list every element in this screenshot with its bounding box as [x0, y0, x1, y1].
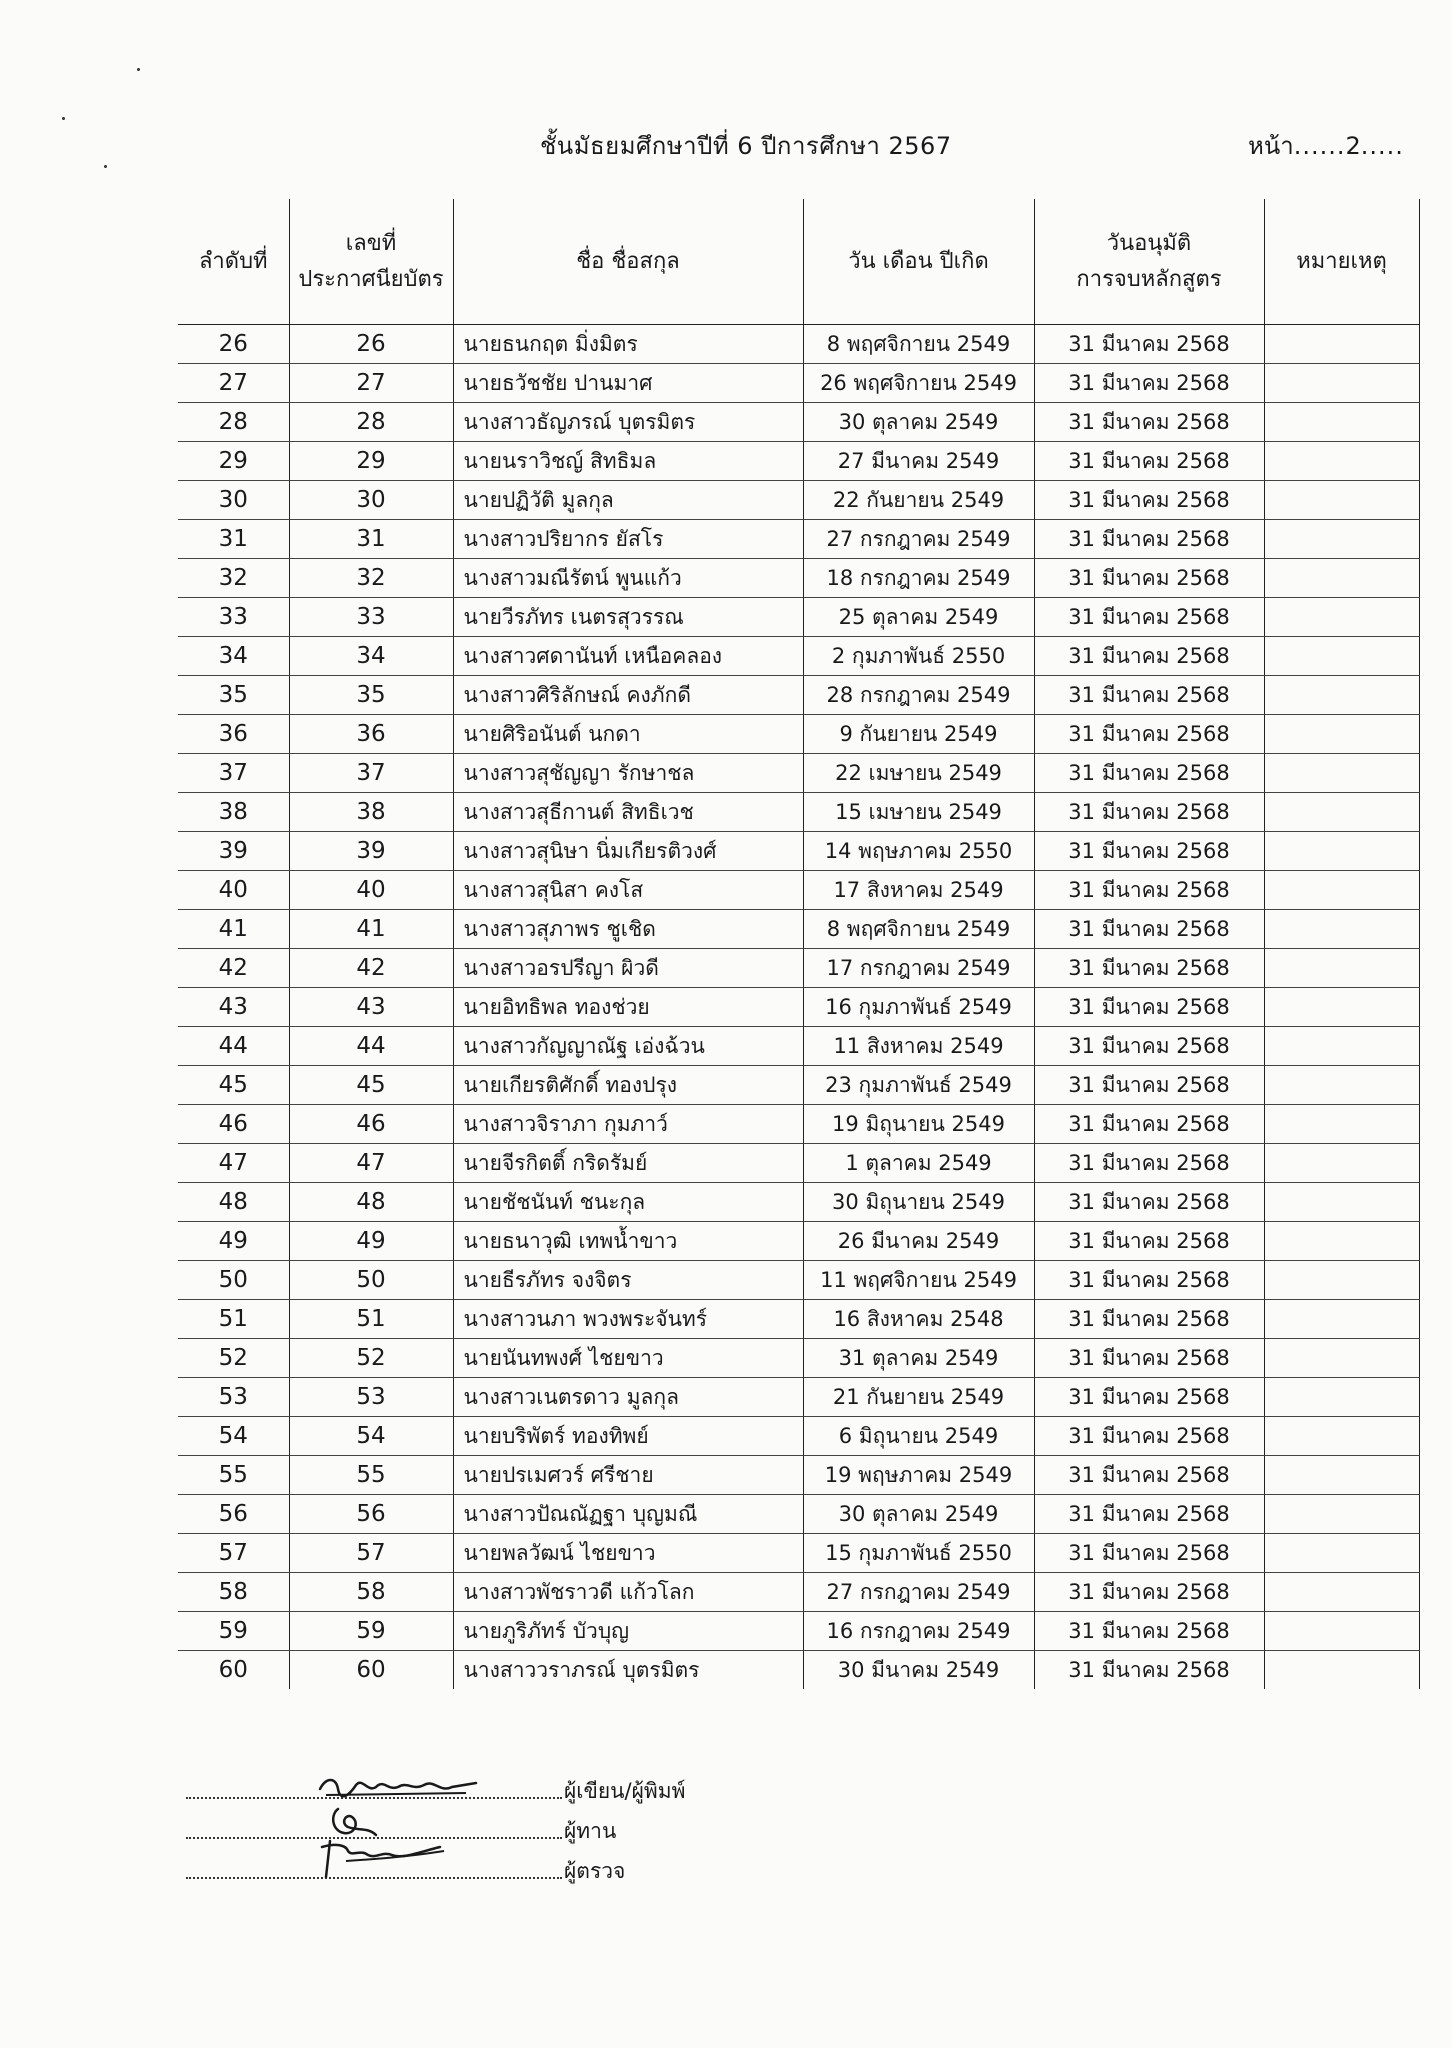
- row-name: นายนราวิชญ์ สิทธิมล: [453, 442, 803, 481]
- row-approval-date: 31 มีนาคม 2568: [1034, 598, 1264, 637]
- row-certificate-no: 54: [289, 1417, 453, 1456]
- row-birthdate: 11 สิงหาคม 2549: [803, 1027, 1034, 1066]
- writer-signature: [316, 1767, 486, 1803]
- table-row: [178, 637, 1419, 676]
- row-name: นางสาวกัญญาณัฐ เอ่งฉ้วน: [453, 1027, 803, 1066]
- signature-line-writer: [186, 1775, 746, 1815]
- row-remarks: [1264, 1339, 1419, 1378]
- table-row: [178, 442, 1419, 481]
- row-name: นางสาวปัณณัฏฐา บุญมณี: [453, 1495, 803, 1534]
- table-row: [178, 676, 1419, 715]
- table-row: [178, 520, 1419, 559]
- row-birthdate: 2 กุมภาพันธ์ 2550: [803, 637, 1034, 676]
- row-remarks: [1264, 1027, 1419, 1066]
- row-order: 45: [178, 1066, 289, 1105]
- row-name: นางสาวนภา พวงพระจันทร์: [453, 1300, 803, 1339]
- row-birthdate: 18 กรกฎาคม 2549: [803, 559, 1034, 598]
- table-row: [178, 1573, 1419, 1612]
- table-row: [178, 1417, 1419, 1456]
- row-order: 30: [178, 481, 289, 520]
- row-birthdate: 26 พฤศจิกายน 2549: [803, 364, 1034, 403]
- row-approval-date: 31 มีนาคม 2568: [1034, 1183, 1264, 1222]
- table-row: [178, 1456, 1419, 1495]
- page-label: หน้า: [1248, 132, 1294, 160]
- row-certificate-no: 29: [289, 442, 453, 481]
- row-order: 56: [178, 1495, 289, 1534]
- row-birthdate: 8 พฤศจิกายน 2549: [803, 325, 1034, 364]
- row-order: 40: [178, 871, 289, 910]
- row-name: นายธวัชชัย ปานมาศ: [453, 364, 803, 403]
- row-name: นายธนกฤต มิ่งมิตร: [453, 325, 803, 364]
- row-remarks: [1264, 715, 1419, 754]
- row-approval-date: 31 มีนาคม 2568: [1034, 1261, 1264, 1300]
- row-remarks: [1264, 988, 1419, 1027]
- page-number: 2: [1345, 132, 1361, 160]
- table-row: [178, 1105, 1419, 1144]
- row-approval-date: 31 มีนาคม 2568: [1034, 1417, 1264, 1456]
- row-birthdate: 26 มีนาคม 2549: [803, 1222, 1034, 1261]
- row-remarks: [1264, 1651, 1419, 1690]
- row-birthdate: 25 ตุลาคม 2549: [803, 598, 1034, 637]
- column-header-certificate-no: เลขที่ ประกาศนียบัตร: [289, 199, 453, 325]
- scan-speck: [137, 68, 140, 71]
- row-certificate-no: 42: [289, 949, 453, 988]
- row-approval-date: 31 มีนาคม 2568: [1034, 988, 1264, 1027]
- row-certificate-no: 43: [289, 988, 453, 1027]
- table-row: [178, 364, 1419, 403]
- row-order: 54: [178, 1417, 289, 1456]
- row-order: 39: [178, 832, 289, 871]
- table-row: [178, 832, 1419, 871]
- row-certificate-no: 58: [289, 1573, 453, 1612]
- row-birthdate: 8 พฤศจิกายน 2549: [803, 910, 1034, 949]
- row-name: นางสาวสุธีกานต์ สิทธิเวช: [453, 793, 803, 832]
- row-birthdate: 22 เมษายน 2549: [803, 754, 1034, 793]
- row-remarks: [1264, 1534, 1419, 1573]
- row-certificate-no: 41: [289, 910, 453, 949]
- row-certificate-no: 56: [289, 1495, 453, 1534]
- row-certificate-no: 27: [289, 364, 453, 403]
- graduates-table: [178, 199, 1420, 1689]
- table-row: [178, 715, 1419, 754]
- table-row: [178, 1651, 1419, 1690]
- row-approval-date: 31 มีนาคม 2568: [1034, 1651, 1264, 1690]
- row-approval-date: 31 มีนาคม 2568: [1034, 949, 1264, 988]
- row-remarks: [1264, 520, 1419, 559]
- row-certificate-no: 46: [289, 1105, 453, 1144]
- row-name: นายศิริอนันต์ นกดา: [453, 715, 803, 754]
- table-row: [178, 403, 1419, 442]
- row-remarks: [1264, 1495, 1419, 1534]
- table-row: [178, 1534, 1419, 1573]
- table-row: [178, 1066, 1419, 1105]
- row-approval-date: 31 มีนาคม 2568: [1034, 1456, 1264, 1495]
- row-certificate-no: 59: [289, 1612, 453, 1651]
- table-row: [178, 949, 1419, 988]
- row-name: นางสาวปริยากร ยัสโร: [453, 520, 803, 559]
- row-name: นายบริพัตร์ ทองทิพย์: [453, 1417, 803, 1456]
- row-remarks: [1264, 1066, 1419, 1105]
- row-approval-date: 31 มีนาคม 2568: [1034, 481, 1264, 520]
- row-approval-date: 31 มีนาคม 2568: [1034, 1066, 1264, 1105]
- row-remarks: [1264, 1300, 1419, 1339]
- row-birthdate: 15 เมษายน 2549: [803, 793, 1034, 832]
- scan-speck: [62, 117, 65, 120]
- row-approval-date: 31 มีนาคม 2568: [1034, 910, 1264, 949]
- row-remarks: [1264, 1612, 1419, 1651]
- row-birthdate: 16 สิงหาคม 2548: [803, 1300, 1034, 1339]
- row-name: นางสาวมณีรัตน์ พูนแก้ว: [453, 559, 803, 598]
- row-name: นางสาวสุนิษา นิ่มเกียรติวงศ์: [453, 832, 803, 871]
- row-name: นางสาวจิราภา กุมภาว์: [453, 1105, 803, 1144]
- row-name: นายเกียรติศักดิ์ ทองปรุง: [453, 1066, 803, 1105]
- row-birthdate: 1 ตุลาคม 2549: [803, 1144, 1034, 1183]
- row-order: 36: [178, 715, 289, 754]
- row-approval-date: 31 มีนาคม 2568: [1034, 832, 1264, 871]
- row-remarks: [1264, 1261, 1419, 1300]
- row-approval-date: 31 มีนาคม 2568: [1034, 1339, 1264, 1378]
- row-birthdate: 27 กรกฎาคม 2549: [803, 1573, 1034, 1612]
- table-row: [178, 598, 1419, 637]
- table-row: [178, 1378, 1419, 1417]
- row-birthdate: 6 มิถุนายน 2549: [803, 1417, 1034, 1456]
- row-order: 46: [178, 1105, 289, 1144]
- row-remarks: [1264, 1222, 1419, 1261]
- row-name: นายนันทพงศ์ ไชยขาว: [453, 1339, 803, 1378]
- row-remarks: [1264, 1417, 1419, 1456]
- row-order: 27: [178, 364, 289, 403]
- row-order: 38: [178, 793, 289, 832]
- row-order: 44: [178, 1027, 289, 1066]
- row-order: 43: [178, 988, 289, 1027]
- row-birthdate: 15 กุมภาพันธ์ 2550: [803, 1534, 1034, 1573]
- row-remarks: [1264, 481, 1419, 520]
- row-approval-date: 31 มีนาคม 2568: [1034, 1534, 1264, 1573]
- row-name: นายชัชนันท์ ชนะกุล: [453, 1183, 803, 1222]
- row-name: นายพลวัฒน์ ไชยขาว: [453, 1534, 803, 1573]
- row-order: 42: [178, 949, 289, 988]
- row-certificate-no: 36: [289, 715, 453, 754]
- column-header-approval-date: วันอนุมัติ การจบหลักสูตร: [1034, 199, 1264, 325]
- row-birthdate: 28 กรกฎาคม 2549: [803, 676, 1034, 715]
- row-birthdate: 30 ตุลาคม 2549: [803, 1495, 1034, 1534]
- role-proofreader: ผู้ทาน: [564, 1819, 617, 1843]
- row-approval-date: 31 มีนาคม 2568: [1034, 1300, 1264, 1339]
- row-birthdate: 19 มิถุนายน 2549: [803, 1105, 1034, 1144]
- row-certificate-no: 57: [289, 1534, 453, 1573]
- row-birthdate: 17 กรกฎาคม 2549: [803, 949, 1034, 988]
- table-row: [178, 754, 1419, 793]
- row-approval-date: 31 มีนาคม 2568: [1034, 1495, 1264, 1534]
- row-order: 49: [178, 1222, 289, 1261]
- row-certificate-no: 39: [289, 832, 453, 871]
- row-order: 26: [178, 325, 289, 364]
- row-birthdate: 27 กรกฎาคม 2549: [803, 520, 1034, 559]
- row-certificate-no: 55: [289, 1456, 453, 1495]
- table-row: [178, 1222, 1419, 1261]
- row-birthdate: 17 สิงหาคม 2549: [803, 871, 1034, 910]
- row-birthdate: 16 กรกฎาคม 2549: [803, 1612, 1034, 1651]
- row-certificate-no: 35: [289, 676, 453, 715]
- role-writer: ผู้เขียน/ผู้พิมพ์: [564, 1779, 686, 1803]
- row-approval-date: 31 มีนาคม 2568: [1034, 325, 1264, 364]
- row-approval-date: 31 มีนาคม 2568: [1034, 1378, 1264, 1417]
- row-order: 34: [178, 637, 289, 676]
- table-row: [178, 325, 1419, 364]
- row-name: นายธนาวุฒิ เทพน้ำขาว: [453, 1222, 803, 1261]
- row-remarks: [1264, 754, 1419, 793]
- row-order: 37: [178, 754, 289, 793]
- role-checker: ผู้ตรวจ: [564, 1859, 626, 1883]
- row-approval-date: 31 มีนาคม 2568: [1034, 403, 1264, 442]
- table-row: [178, 1183, 1419, 1222]
- row-certificate-no: 37: [289, 754, 453, 793]
- row-name: นางสาวสุนิสา คงโส: [453, 871, 803, 910]
- row-order: 48: [178, 1183, 289, 1222]
- row-name: นางสาวอรปรีญา ผิวดี: [453, 949, 803, 988]
- table-header-row: [178, 199, 1419, 325]
- row-certificate-no: 47: [289, 1144, 453, 1183]
- row-order: 31: [178, 520, 289, 559]
- row-order: 28: [178, 403, 289, 442]
- row-certificate-no: 40: [289, 871, 453, 910]
- row-approval-date: 31 มีนาคม 2568: [1034, 1144, 1264, 1183]
- row-approval-date: 31 มีนาคม 2568: [1034, 559, 1264, 598]
- row-name: นางสาวศิริลักษณ์ คงภักดี: [453, 676, 803, 715]
- row-certificate-no: 34: [289, 637, 453, 676]
- column-header-order: ลำดับที่: [178, 199, 289, 325]
- page-number-label: หน้า......2.....: [1248, 132, 1404, 160]
- signature-block: [186, 1775, 746, 1895]
- row-order: 57: [178, 1534, 289, 1573]
- row-birthdate: 19 พฤษภาคม 2549: [803, 1456, 1034, 1495]
- row-order: 41: [178, 910, 289, 949]
- row-order: 58: [178, 1573, 289, 1612]
- table-row: [178, 481, 1419, 520]
- table-row: [178, 559, 1419, 598]
- row-name: นางสาวพัชราวดี แก้วโลก: [453, 1573, 803, 1612]
- row-order: 51: [178, 1300, 289, 1339]
- row-name: นายอิทธิพล ทองช่วย: [453, 988, 803, 1027]
- row-remarks: [1264, 832, 1419, 871]
- row-approval-date: 31 มีนาคม 2568: [1034, 1573, 1264, 1612]
- row-certificate-no: 33: [289, 598, 453, 637]
- row-certificate-no: 38: [289, 793, 453, 832]
- row-order: 33: [178, 598, 289, 637]
- table-row: [178, 1261, 1419, 1300]
- row-birthdate: 21 กันยายน 2549: [803, 1378, 1034, 1417]
- row-approval-date: 31 มีนาคม 2568: [1034, 1105, 1264, 1144]
- row-remarks: [1264, 364, 1419, 403]
- row-order: 60: [178, 1651, 289, 1690]
- row-birthdate: 16 กุมภาพันธ์ 2549: [803, 988, 1034, 1027]
- row-remarks: [1264, 325, 1419, 364]
- row-order: 32: [178, 559, 289, 598]
- row-certificate-no: 32: [289, 559, 453, 598]
- row-remarks: [1264, 676, 1419, 715]
- table-row: [178, 1612, 1419, 1651]
- row-remarks: [1264, 1378, 1419, 1417]
- row-remarks: [1264, 1105, 1419, 1144]
- row-name: นายปรเมศวร์ ศรีชาย: [453, 1456, 803, 1495]
- table-row: [178, 910, 1419, 949]
- row-approval-date: 31 มีนาคม 2568: [1034, 754, 1264, 793]
- row-order: 53: [178, 1378, 289, 1417]
- row-birthdate: 14 พฤษภาคม 2550: [803, 832, 1034, 871]
- column-header-remarks: หมายเหตุ: [1264, 199, 1419, 325]
- row-remarks: [1264, 1456, 1419, 1495]
- table-row: [178, 1495, 1419, 1534]
- table-row: [178, 1027, 1419, 1066]
- signature-line-checker: [186, 1855, 746, 1895]
- row-approval-date: 31 มีนาคม 2568: [1034, 637, 1264, 676]
- row-certificate-no: 30: [289, 481, 453, 520]
- row-certificate-no: 50: [289, 1261, 453, 1300]
- row-birthdate: 22 กันยายน 2549: [803, 481, 1034, 520]
- row-approval-date: 31 มีนาคม 2568: [1034, 442, 1264, 481]
- row-remarks: [1264, 559, 1419, 598]
- row-certificate-no: 28: [289, 403, 453, 442]
- row-approval-date: 31 มีนาคม 2568: [1034, 871, 1264, 910]
- row-approval-date: 31 มีนาคม 2568: [1034, 676, 1264, 715]
- column-header-name: ชื่อ ชื่อสกุล: [453, 199, 803, 325]
- row-remarks: [1264, 1573, 1419, 1612]
- row-name: นางสาวสุชัญญา รักษาชล: [453, 754, 803, 793]
- row-name: นายวีรภัทร เนตรสุวรรณ: [453, 598, 803, 637]
- table-row: [178, 793, 1419, 832]
- row-remarks: [1264, 637, 1419, 676]
- row-remarks: [1264, 793, 1419, 832]
- row-approval-date: 31 มีนาคม 2568: [1034, 1027, 1264, 1066]
- row-certificate-no: 51: [289, 1300, 453, 1339]
- row-name: นางสาวธัญภรณ์ บุตรมิตร: [453, 403, 803, 442]
- row-approval-date: 31 มีนาคม 2568: [1034, 520, 1264, 559]
- row-remarks: [1264, 598, 1419, 637]
- row-birthdate: 27 มีนาคม 2549: [803, 442, 1034, 481]
- row-approval-date: 31 มีนาคม 2568: [1034, 364, 1264, 403]
- column-header-birthdate: วัน เดือน ปีเกิด: [803, 199, 1034, 325]
- row-certificate-no: 48: [289, 1183, 453, 1222]
- row-approval-date: 31 มีนาคม 2568: [1034, 1612, 1264, 1651]
- row-birthdate: 23 กุมภาพันธ์ 2549: [803, 1066, 1034, 1105]
- row-order: 29: [178, 442, 289, 481]
- table-row: [178, 988, 1419, 1027]
- scan-speck: [104, 165, 107, 168]
- row-order: 50: [178, 1261, 289, 1300]
- checker-signature: [316, 1837, 456, 1883]
- row-certificate-no: 44: [289, 1027, 453, 1066]
- row-order: 35: [178, 676, 289, 715]
- row-order: 47: [178, 1144, 289, 1183]
- row-remarks: [1264, 1183, 1419, 1222]
- row-certificate-no: 52: [289, 1339, 453, 1378]
- table-row: [178, 1339, 1419, 1378]
- row-order: 59: [178, 1612, 289, 1651]
- row-name: นายจีรกิตติ์ กริดรัมย์: [453, 1144, 803, 1183]
- table-row: [178, 1144, 1419, 1183]
- table-row: [178, 1300, 1419, 1339]
- row-approval-date: 31 มีนาคม 2568: [1034, 715, 1264, 754]
- row-remarks: [1264, 910, 1419, 949]
- row-birthdate: 30 มีนาคม 2549: [803, 1651, 1034, 1690]
- row-certificate-no: 26: [289, 325, 453, 364]
- row-remarks: [1264, 442, 1419, 481]
- row-name: นางสาววราภรณ์ บุตรมิตร: [453, 1651, 803, 1690]
- row-order: 55: [178, 1456, 289, 1495]
- row-certificate-no: 53: [289, 1378, 453, 1417]
- row-birthdate: 30 มิถุนายน 2549: [803, 1183, 1034, 1222]
- row-approval-date: 31 มีนาคม 2568: [1034, 793, 1264, 832]
- row-name: นางสาวศดานันท์ เหนือคลอง: [453, 637, 803, 676]
- page-title: ชั้นมัธยมศึกษาปีที่ 6 ปีการศึกษา 2567: [540, 132, 952, 160]
- row-certificate-no: 31: [289, 520, 453, 559]
- row-name: นางสาวเนตรดาว มูลกุล: [453, 1378, 803, 1417]
- row-remarks: [1264, 403, 1419, 442]
- row-remarks: [1264, 871, 1419, 910]
- row-certificate-no: 49: [289, 1222, 453, 1261]
- row-certificate-no: 60: [289, 1651, 453, 1690]
- row-name: นางสาวสุภาพร ชูเชิด: [453, 910, 803, 949]
- row-name: นายธีรภัทร จงจิตร: [453, 1261, 803, 1300]
- table-row: [178, 871, 1419, 910]
- row-birthdate: 9 กันยายน 2549: [803, 715, 1034, 754]
- row-birthdate: 30 ตุลาคม 2549: [803, 403, 1034, 442]
- signature-line-proofreader: [186, 1815, 746, 1855]
- row-name: นายปฏิวัติ มูลกุล: [453, 481, 803, 520]
- row-birthdate: 11 พฤศจิกายน 2549: [803, 1261, 1034, 1300]
- row-remarks: [1264, 949, 1419, 988]
- row-order: 52: [178, 1339, 289, 1378]
- row-approval-date: 31 มีนาคม 2568: [1034, 1222, 1264, 1261]
- row-remarks: [1264, 1144, 1419, 1183]
- row-name: นายภูริภัทร์ บัวบุญ: [453, 1612, 803, 1651]
- row-certificate-no: 45: [289, 1066, 453, 1105]
- row-birthdate: 31 ตุลาคม 2549: [803, 1339, 1034, 1378]
